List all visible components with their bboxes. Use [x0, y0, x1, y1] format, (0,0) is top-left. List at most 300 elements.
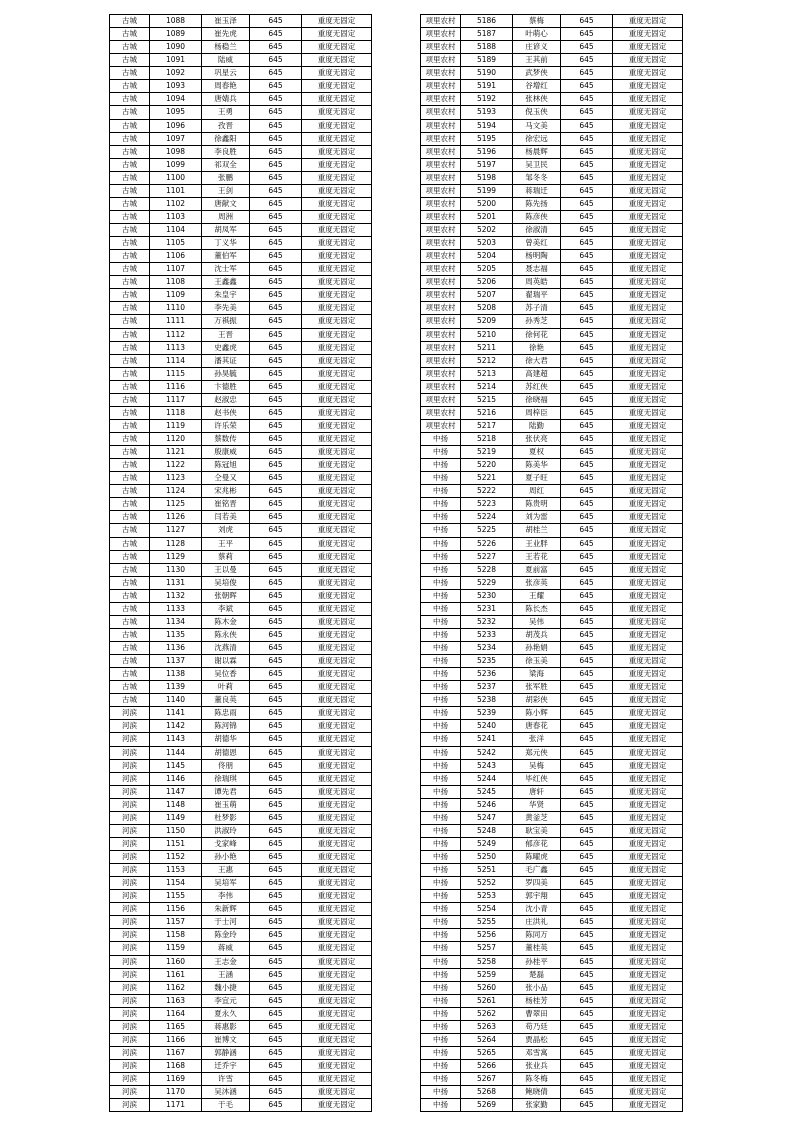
id-cell: 1156: [150, 903, 202, 916]
type-cell: 重度无固定: [302, 67, 372, 80]
region-cell: 项里农村: [421, 28, 461, 41]
name-cell: 朱新辉: [202, 903, 250, 916]
name-cell: 周英皓: [513, 276, 561, 289]
region-cell: 中扬: [421, 576, 461, 589]
name-cell: 于毛: [202, 1099, 250, 1112]
id-cell: 1153: [150, 864, 202, 877]
table-row: [110, 498, 372, 511]
type-cell: 重度无固定: [302, 485, 372, 498]
id-cell: 5187: [461, 28, 513, 41]
type-cell: 重度无固定: [613, 406, 683, 419]
table-row: [110, 785, 372, 798]
amount-cell: 645: [561, 1020, 613, 1033]
id-cell: 5223: [461, 498, 513, 511]
table-row: [110, 668, 372, 681]
id-cell: 5254: [461, 903, 513, 916]
name-cell: 许雪: [202, 1073, 250, 1086]
id-cell: 1100: [150, 171, 202, 184]
region-cell: 中扬: [421, 511, 461, 524]
table-row: [421, 380, 683, 393]
id-cell: 5221: [461, 472, 513, 485]
id-cell: 5217: [461, 419, 513, 432]
region-cell: 中扬: [421, 1099, 461, 1112]
region-cell: 古城: [110, 459, 150, 472]
table-row: [110, 746, 372, 759]
type-cell: 重度无固定: [302, 197, 372, 210]
id-cell: 5257: [461, 942, 513, 955]
type-cell: 重度无固定: [302, 328, 372, 341]
type-cell: 重度无固定: [613, 132, 683, 145]
amount-cell: 645: [250, 302, 302, 315]
amount-cell: 645: [250, 890, 302, 903]
id-cell: 5267: [461, 1073, 513, 1086]
table-row: [421, 785, 683, 798]
id-cell: 5262: [461, 1007, 513, 1020]
id-cell: 5199: [461, 184, 513, 197]
name-cell: 巩星云: [202, 67, 250, 80]
table-row: [421, 367, 683, 380]
region-cell: 古城: [110, 406, 150, 419]
region-cell: 河滨: [110, 864, 150, 877]
region-cell: 中扬: [421, 903, 461, 916]
table-row: [110, 119, 372, 132]
id-cell: 5219: [461, 446, 513, 459]
type-cell: 重度无固定: [302, 1033, 372, 1046]
type-cell: 重度无固定: [302, 433, 372, 446]
name-cell: 万祺振: [202, 315, 250, 328]
type-cell: 重度无固定: [613, 811, 683, 824]
name-cell: 唐献文: [202, 197, 250, 210]
table-row: [110, 380, 372, 393]
table-row: [110, 263, 372, 276]
table-row: [110, 446, 372, 459]
name-cell: 郭宇翔: [513, 890, 561, 903]
type-cell: 重度无固定: [613, 184, 683, 197]
amount-cell: 645: [561, 106, 613, 119]
id-cell: 1149: [150, 811, 202, 824]
id-cell: 5239: [461, 707, 513, 720]
region-cell: 中扬: [421, 498, 461, 511]
region-cell: 中扬: [421, 1007, 461, 1020]
region-cell: 中扬: [421, 864, 461, 877]
amount-cell: 645: [561, 694, 613, 707]
type-cell: 重度无固定: [302, 132, 372, 145]
id-cell: 1123: [150, 472, 202, 485]
name-cell: 陈永侠: [202, 628, 250, 641]
type-cell: 重度无固定: [302, 602, 372, 615]
name-cell: 吴培俊: [202, 576, 250, 589]
table-row: [421, 237, 683, 250]
type-cell: 重度无固定: [613, 498, 683, 511]
amount-cell: 645: [250, 393, 302, 406]
region-cell: 古城: [110, 171, 150, 184]
table-row: [421, 498, 683, 511]
amount-cell: 645: [561, 642, 613, 655]
region-cell: 古城: [110, 511, 150, 524]
name-cell: 张洋: [513, 733, 561, 746]
amount-cell: 645: [250, 916, 302, 929]
amount-cell: 645: [561, 184, 613, 197]
table-row: [421, 41, 683, 54]
table-row: [110, 681, 372, 694]
amount-cell: 645: [561, 537, 613, 550]
id-cell: 5196: [461, 145, 513, 158]
type-cell: 重度无固定: [302, 707, 372, 720]
name-cell: 苏红侠: [513, 380, 561, 393]
name-cell: 赵淑忠: [202, 393, 250, 406]
region-cell: 项里农村: [421, 406, 461, 419]
amount-cell: 645: [250, 433, 302, 446]
amount-cell: 645: [561, 981, 613, 994]
table-row: [421, 15, 683, 28]
table-row: [421, 798, 683, 811]
amount-cell: 645: [561, 328, 613, 341]
id-cell: 5188: [461, 41, 513, 54]
amount-cell: 645: [561, 733, 613, 746]
table-row: [110, 419, 372, 432]
amount-cell: 645: [250, 184, 302, 197]
id-cell: 1171: [150, 1099, 202, 1112]
id-cell: 1114: [150, 354, 202, 367]
name-cell: 王勇: [202, 106, 250, 119]
region-cell: 项里农村: [421, 145, 461, 158]
type-cell: 重度无固定: [302, 942, 372, 955]
type-cell: 重度无固定: [302, 498, 372, 511]
id-cell: 5234: [461, 642, 513, 655]
type-cell: 重度无固定: [613, 302, 683, 315]
name-cell: 王晋: [202, 328, 250, 341]
name-cell: 陆威: [202, 54, 250, 67]
table-row: [421, 929, 683, 942]
id-cell: 5203: [461, 237, 513, 250]
id-cell: 5261: [461, 994, 513, 1007]
name-cell: 戈家峰: [202, 837, 250, 850]
region-cell: 项里农村: [421, 106, 461, 119]
name-cell: 陈长杰: [513, 602, 561, 615]
table-row: [110, 942, 372, 955]
id-cell: 1163: [150, 994, 202, 1007]
id-cell: 5251: [461, 864, 513, 877]
name-cell: 许乐荣: [202, 419, 250, 432]
type-cell: 重度无固定: [613, 798, 683, 811]
region-cell: 古城: [110, 485, 150, 498]
region-cell: 项里农村: [421, 328, 461, 341]
id-cell: 1132: [150, 589, 202, 602]
type-cell: 重度无固定: [302, 759, 372, 772]
table-row: [421, 942, 683, 955]
name-cell: 卞德胜: [202, 380, 250, 393]
type-cell: 重度无固定: [613, 642, 683, 655]
id-cell: 1119: [150, 419, 202, 432]
name-cell: 陈河锦: [202, 720, 250, 733]
id-cell: 5242: [461, 746, 513, 759]
type-cell: 重度无固定: [302, 393, 372, 406]
region-cell: 中扬: [421, 433, 461, 446]
amount-cell: 645: [250, 1020, 302, 1033]
table-row: [421, 642, 683, 655]
type-cell: 重度无固定: [302, 668, 372, 681]
id-cell: 1141: [150, 707, 202, 720]
name-cell: 祁双全: [202, 158, 250, 171]
id-cell: 1104: [150, 224, 202, 237]
id-cell: 1095: [150, 106, 202, 119]
type-cell: 重度无固定: [613, 276, 683, 289]
type-cell: 重度无固定: [613, 54, 683, 67]
region-cell: 中扬: [421, 798, 461, 811]
id-cell: 1108: [150, 276, 202, 289]
amount-cell: 645: [250, 642, 302, 655]
table-row: [110, 589, 372, 602]
type-cell: 重度无固定: [302, 459, 372, 472]
region-cell: 河滨: [110, 1073, 150, 1086]
type-cell: 重度无固定: [302, 354, 372, 367]
name-cell: 陆勤: [513, 419, 561, 432]
table-row: [110, 1073, 372, 1086]
name-cell: 张军胜: [513, 681, 561, 694]
type-cell: 重度无固定: [302, 446, 372, 459]
amount-cell: 645: [561, 785, 613, 798]
amount-cell: 645: [561, 419, 613, 432]
region-cell: 古城: [110, 28, 150, 41]
table-row: [110, 602, 372, 615]
type-cell: 重度无固定: [302, 54, 372, 67]
amount-cell: 645: [561, 498, 613, 511]
region-cell: 古城: [110, 642, 150, 655]
name-cell: 崔博文: [202, 1033, 250, 1046]
name-cell: 王涵: [202, 968, 250, 981]
id-cell: 1111: [150, 315, 202, 328]
amount-cell: 645: [250, 615, 302, 628]
region-cell: 古城: [110, 433, 150, 446]
region-cell: 古城: [110, 589, 150, 602]
amount-cell: 645: [561, 446, 613, 459]
region-cell: 河滨: [110, 707, 150, 720]
region-cell: 中扬: [421, 472, 461, 485]
amount-cell: 645: [561, 968, 613, 981]
amount-cell: 645: [250, 537, 302, 550]
id-cell: 1138: [150, 668, 202, 681]
id-cell: 5211: [461, 341, 513, 354]
name-cell: 郭静涵: [202, 1046, 250, 1059]
name-cell: 徐淑清: [513, 224, 561, 237]
id-cell: 1146: [150, 772, 202, 785]
amount-cell: 645: [250, 511, 302, 524]
region-cell: 河滨: [110, 772, 150, 785]
name-cell: 胡彩侠: [513, 694, 561, 707]
table-row: [110, 916, 372, 929]
id-cell: 5212: [461, 354, 513, 367]
id-cell: 5243: [461, 759, 513, 772]
id-cell: 5218: [461, 433, 513, 446]
id-cell: 5210: [461, 328, 513, 341]
type-cell: 重度无固定: [613, 380, 683, 393]
table-row: [421, 772, 683, 785]
amount-cell: 645: [561, 210, 613, 223]
region-cell: 河滨: [110, 968, 150, 981]
type-cell: 重度无固定: [613, 459, 683, 472]
id-cell: 1130: [150, 563, 202, 576]
table-row: [110, 576, 372, 589]
region-cell: 河滨: [110, 890, 150, 903]
amount-cell: 645: [250, 955, 302, 968]
region-cell: 中扬: [421, 955, 461, 968]
type-cell: 重度无固定: [613, 746, 683, 759]
amount-cell: 645: [561, 158, 613, 171]
name-cell: 刘为雷: [513, 511, 561, 524]
amount-cell: 645: [250, 1060, 302, 1073]
id-cell: 1115: [150, 367, 202, 380]
name-cell: 蒋瑞迁: [513, 184, 561, 197]
type-cell: 重度无固定: [613, 485, 683, 498]
id-cell: 1102: [150, 197, 202, 210]
region-cell: 古城: [110, 250, 150, 263]
type-cell: 重度无固定: [302, 798, 372, 811]
name-cell: 张业兵: [513, 1060, 561, 1073]
name-cell: 沈小青: [513, 903, 561, 916]
table-row: [421, 289, 683, 302]
table-row: [421, 1033, 683, 1046]
table-row: [421, 955, 683, 968]
name-cell: 崔玉萌: [202, 798, 250, 811]
region-cell: 中扬: [421, 681, 461, 694]
table-row: [110, 302, 372, 315]
name-cell: 华贤: [513, 798, 561, 811]
id-cell: 1120: [150, 433, 202, 446]
region-cell: 河滨: [110, 1046, 150, 1059]
id-cell: 1162: [150, 981, 202, 994]
table-row: [110, 877, 372, 890]
region-cell: 中扬: [421, 563, 461, 576]
name-cell: 李良胜: [202, 145, 250, 158]
type-cell: 重度无固定: [613, 237, 683, 250]
name-cell: 胡桂兰: [513, 524, 561, 537]
region-cell: 中扬: [421, 746, 461, 759]
id-cell: 1098: [150, 145, 202, 158]
name-cell: 王平: [202, 537, 250, 550]
region-cell: 河滨: [110, 929, 150, 942]
amount-cell: 645: [561, 119, 613, 132]
amount-cell: 645: [250, 132, 302, 145]
table-row: [110, 289, 372, 302]
amount-cell: 645: [250, 811, 302, 824]
table-row: [110, 733, 372, 746]
name-cell: 叶莉: [202, 681, 250, 694]
id-cell: 1143: [150, 733, 202, 746]
id-cell: 1124: [150, 485, 202, 498]
type-cell: 重度无固定: [613, 576, 683, 589]
table-row: [421, 393, 683, 406]
table-row: [421, 733, 683, 746]
region-cell: 中扬: [421, 1033, 461, 1046]
type-cell: 重度无固定: [613, 119, 683, 132]
id-cell: 5220: [461, 459, 513, 472]
region-cell: 中扬: [421, 655, 461, 668]
id-cell: 1116: [150, 380, 202, 393]
region-cell: 中扬: [421, 668, 461, 681]
table-row: [110, 1007, 372, 1020]
region-cell: 古城: [110, 93, 150, 106]
id-cell: 1128: [150, 537, 202, 550]
table-row: [110, 145, 372, 158]
id-cell: 1103: [150, 210, 202, 223]
id-cell: 5264: [461, 1033, 513, 1046]
table-row: [110, 537, 372, 550]
amount-cell: 645: [561, 681, 613, 694]
region-cell: 古城: [110, 472, 150, 485]
name-cell: 邓雪寓: [513, 1046, 561, 1059]
type-cell: 重度无固定: [613, 15, 683, 28]
amount-cell: 645: [561, 877, 613, 890]
id-cell: 1165: [150, 1020, 202, 1033]
region-cell: 河滨: [110, 1099, 150, 1112]
amount-cell: 645: [561, 824, 613, 837]
id-cell: 1121: [150, 446, 202, 459]
amount-cell: 645: [250, 1033, 302, 1046]
name-cell: 曾美红: [513, 237, 561, 250]
region-cell: 古城: [110, 537, 150, 550]
id-cell: 5235: [461, 655, 513, 668]
amount-cell: 645: [250, 459, 302, 472]
name-cell: 聂志福: [513, 263, 561, 276]
type-cell: 重度无固定: [302, 851, 372, 864]
amount-cell: 645: [561, 589, 613, 602]
region-cell: 项里农村: [421, 171, 461, 184]
table-row: [421, 746, 683, 759]
name-cell: 孜晋: [202, 119, 250, 132]
type-cell: 重度无固定: [302, 367, 372, 380]
id-cell: 1096: [150, 119, 202, 132]
id-cell: 1094: [150, 93, 202, 106]
region-cell: 中扬: [421, 1086, 461, 1099]
id-cell: 5241: [461, 733, 513, 746]
id-cell: 1166: [150, 1033, 202, 1046]
table-row: [421, 511, 683, 524]
amount-cell: 645: [250, 589, 302, 602]
table-row: [110, 511, 372, 524]
name-cell: 谷增红: [513, 80, 561, 93]
name-cell: 苟乃廷: [513, 1020, 561, 1033]
table-row: [110, 472, 372, 485]
region-cell: 项里农村: [421, 302, 461, 315]
id-cell: 1164: [150, 1007, 202, 1020]
amount-cell: 645: [561, 563, 613, 576]
name-cell: 邹冬冬: [513, 171, 561, 184]
amount-cell: 645: [561, 1073, 613, 1086]
table-row: [421, 524, 683, 537]
id-cell: 5255: [461, 916, 513, 929]
table-row: [421, 145, 683, 158]
name-cell: 夏前富: [513, 563, 561, 576]
table-row: [110, 851, 372, 864]
region-cell: 古城: [110, 393, 150, 406]
id-cell: 1092: [150, 67, 202, 80]
name-cell: 孙秀芝: [513, 315, 561, 328]
id-cell: 1147: [150, 785, 202, 798]
type-cell: 重度无固定: [613, 994, 683, 1007]
table-row: [421, 851, 683, 864]
id-cell: 5202: [461, 224, 513, 237]
name-cell: 陈冬梅: [513, 1073, 561, 1086]
id-cell: 1127: [150, 524, 202, 537]
id-cell: 1159: [150, 942, 202, 955]
id-cell: 5224: [461, 511, 513, 524]
region-cell: 古城: [110, 80, 150, 93]
type-cell: 重度无固定: [613, 668, 683, 681]
name-cell: 王以曼: [202, 563, 250, 576]
id-cell: 5260: [461, 981, 513, 994]
region-cell: 古城: [110, 276, 150, 289]
id-cell: 5214: [461, 380, 513, 393]
